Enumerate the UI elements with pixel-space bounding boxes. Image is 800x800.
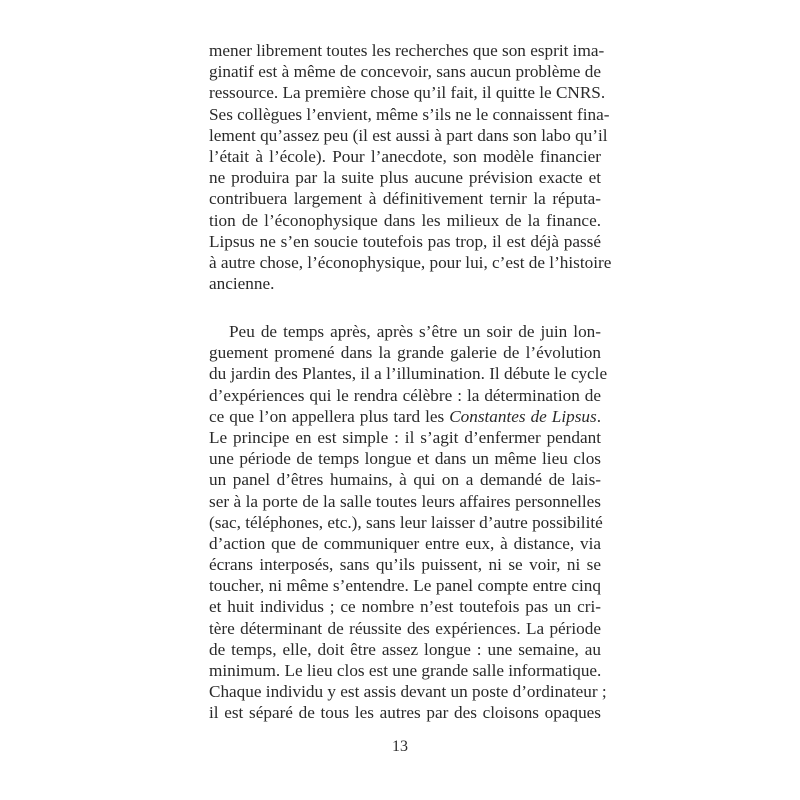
text-line: Le principe en est simple : il s’agit d’enfermer pendant [209, 427, 601, 447]
text-line: ginatif est à même de concevoir, sans aucun problème de [209, 62, 601, 82]
text-line: de temps, elle, doit être assez longue : une semaine, au [209, 639, 601, 659]
text-line: d’action que de communiquer entre eux, à distance, via [209, 533, 601, 553]
text-line: tion de l’éconophysique dans les milieux de la finance. [209, 210, 601, 230]
page-number: 13 [392, 738, 408, 755]
text-line: un panel d’êtres humains, à qui on a demandé de lais- [209, 470, 601, 490]
text-line: Chaque individu y est assis devant un poste d’ordinateur ; [209, 682, 607, 702]
text-line: du jardin des Plantes, il a l’illumination. Il débute le cycle [209, 364, 608, 384]
text-line: l’était à l’école). Pour l’anecdote, son modèle financier [209, 146, 601, 166]
text-line: (sac, téléphones, etc.), sans leur laisser d’autre possibilité [209, 512, 603, 532]
text-line: guement promené dans la grande galerie de l’évolution [209, 343, 601, 363]
text-line: et huit individus ; ce nombre n’est toutefois pas un cri- [209, 597, 601, 617]
text-line: il est séparé de tous les autres par des cloisons opaques [209, 703, 601, 723]
text-line: écrans interposés, sans qu’ils puissent, ni se voir, ni se [209, 555, 601, 575]
text-line: minimum. Le lieu clos est une grande salle informatique. [209, 661, 602, 680]
text-segment: . [596, 406, 601, 426]
paragraph-2 [209, 321, 608, 724]
text-line: une période de temps longue et dans un même lieu clos [209, 449, 601, 469]
book-title-italic: Constantes de Lipsus [449, 406, 597, 426]
text-line: ressource. La première chose qu’il fait, il quitte le CNRS. [209, 83, 606, 103]
text-line: toucher, ni même s’entendre. Le panel compte entre cinq [209, 576, 601, 596]
text-line [209, 406, 601, 427]
text-line: ser à la porte de la salle toutes leurs affaires personnelles [209, 491, 601, 511]
text-line: Lipsus ne s’en soucie toutefois pas trop, il est déjà passé [209, 231, 601, 251]
paragraph-1 [209, 40, 612, 294]
text-line: contribuera largement à définitivement ternir la réputa- [209, 189, 601, 209]
text-line: Peu de temps après, après s’être un soir de juin lon- [229, 322, 601, 341]
text-line: ne produira par la suite plus aucune prévision exacte et [209, 168, 601, 188]
text-line: Ses collègues l’envient, même s’ils ne le connaissent fina- [209, 104, 610, 124]
text-line: lement qu’assez peu (il est aussi à part dans son labo qu’il [209, 125, 608, 145]
text-line: mener librement toutes les recherches que son esprit ima- [209, 41, 605, 60]
text-line: tère déterminant de réussite des expériences. La période [209, 618, 601, 638]
text-segment: ce que l’on appellera plus tard les [209, 406, 450, 426]
text-line: à autre chose, l’éconophysique, pour lui, c’est de l’histoire [209, 252, 612, 272]
text-line: d’expériences qui le rendra célèbre : la détermination de [209, 385, 601, 405]
text-line: ancienne. [209, 274, 275, 294]
